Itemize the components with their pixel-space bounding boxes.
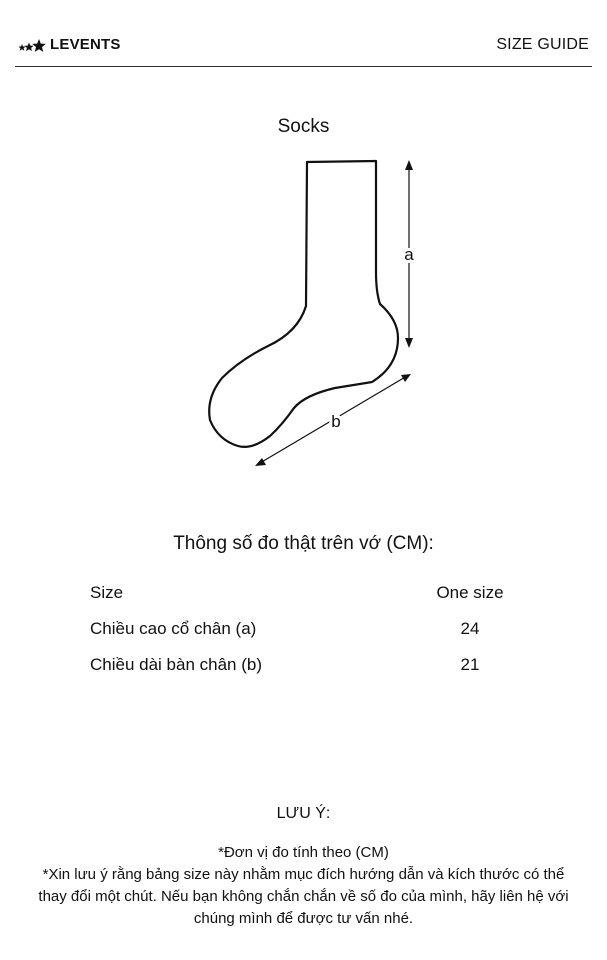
product-title: Socks [277, 116, 330, 137]
sock-diagram [0, 150, 607, 480]
table-header-label: Size [90, 583, 124, 602]
measure-b-label: b [331, 412, 341, 431]
note-line-unit: *Đơn vị đo tính theo (CM) [218, 844, 389, 861]
sock-outline [209, 161, 398, 447]
row-value: 24 [460, 619, 480, 638]
measure-a-label: a [404, 245, 414, 264]
row-label: Chiều cao cổ chân (a) [90, 619, 257, 638]
row-label: Chiều dài bàn chân (b) [90, 655, 263, 674]
table-header-value: One size [436, 583, 504, 602]
note-title: LƯU Ý: [276, 805, 331, 822]
measurements-title: Thông số đo thật trên vớ (CM): [173, 533, 434, 554]
table-row [90, 647, 520, 683]
note-block [30, 842, 577, 930]
table-row [90, 611, 520, 647]
brand-name: LEVENTS [50, 36, 121, 53]
header-divider [15, 66, 592, 67]
header [0, 0, 607, 68]
size-table [90, 575, 520, 683]
stars-icon [18, 38, 48, 52]
row-value: 21 [460, 655, 480, 674]
table-header-row [90, 575, 520, 611]
brand-logo[interactable] [18, 36, 121, 53]
page-title: SIZE GUIDE [496, 36, 589, 53]
note-line-disclaimer: *Xin lưu ý rằng bảng size này nhằm mục đích hướng dẫn và kích thước có thể thay đổi một chút. Nếu bạn không chắn chắn về số đo của mình, hãy liên hệ với chúng mình để được tư vấn nhé. [38, 866, 569, 927]
